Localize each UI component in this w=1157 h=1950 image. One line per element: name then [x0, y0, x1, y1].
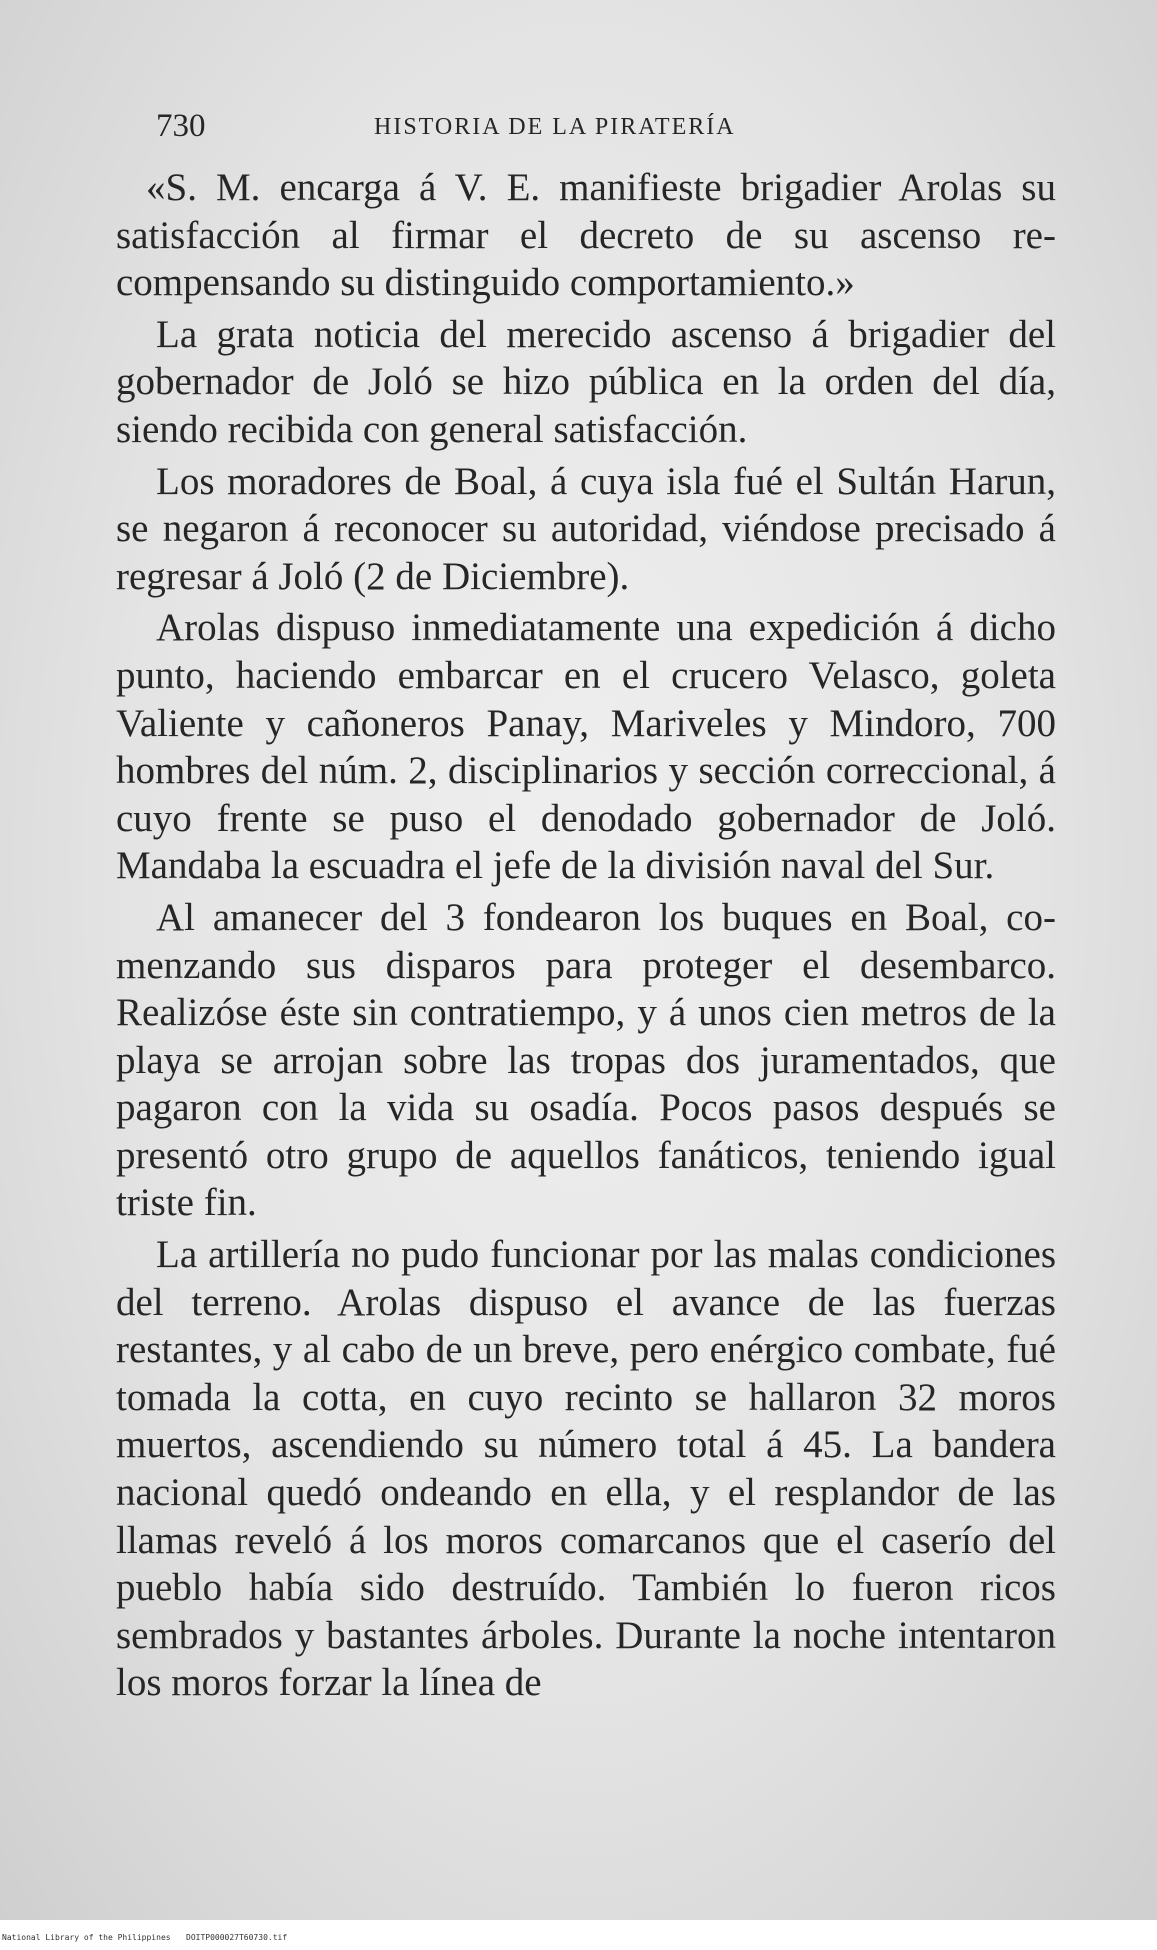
paragraph-3: Los moradores de Boal, á cuya isla fué el Sultán Harun, se negaron á reconocer su autoridad, viéndose precisado á regresar á Joló (2 de Diciembre).: [116, 459, 1056, 598]
paragraph-4: Arolas dispuso inmediatamente una expedición á dicho punto, haciendo embarcar en el crucero Velasco, goleta Valiente y cañoneros Panay, Mariveles y Mindoro, 700 hombres del núm. 2, disciplinarios y sección correccional, á cuyo frente se puso el denodado gobernador de Joló. Mandaba la escuadra el jefe de la división naval del Sur.: [116, 606, 1056, 888]
body-text: [116, 164, 1056, 1707]
paragraph-2: La grata noticia del merecido ascenso á brigadier del gobernador de Joló se hizo pública en la orden del día, siendo recibida con general satisfacción.: [116, 312, 1056, 451]
library-credit: National Library of the Philippines: [2, 1933, 171, 1942]
file-id: DOITP000027T60730.tif: [186, 1933, 288, 1942]
running-title: HISTORIA DE LA PIRATERÍA: [374, 114, 736, 140]
page-number: 730: [156, 108, 206, 144]
paragraph-5: Al amanecer del 3 fondearon los buques en Boal, comenzando sus disparos para proteger el desembarco. Realizóse éste sin contratiempo, y á unos cien metros de la playa se arrojan sobre las tropas dos juramentados, que pagaron con la vida su osadía. Pocos pasos después se presentó otro grupo de aquellos fanáticos, teniendo igual triste fin.: [116, 895, 1056, 1225]
paragraph-1: «S. M. encarga á V. E. manifieste brigadier Arolas su satisfacción al firmar el decreto de su ascenso recompensando su distinguido comportamiento.»: [116, 166, 1056, 305]
paragraph-6: La artillería no pudo funcionar por las malas condiciones del terreno. Arolas dispuso el avance de las fuerzas restantes, y al cabo de un breve, pero enérgico combate, fué tomada la cotta, en cuyo recinto se hallaron 32 moros muertos, ascendiendo su número total á 45. La bandera nacional quedó ondeando en ella, y el resplandor de las llamas reveló á los moros comarcanos que el caserío del pueblo había sido destruído. También lo fueron ricos sembrados y bastantes árboles. Durante la noche intentaron los moros forzar la línea de: [116, 1233, 1056, 1705]
book-page: [116, 108, 1056, 1707]
page-header: [116, 108, 1056, 152]
scan-footer: [0, 1926, 1157, 1950]
